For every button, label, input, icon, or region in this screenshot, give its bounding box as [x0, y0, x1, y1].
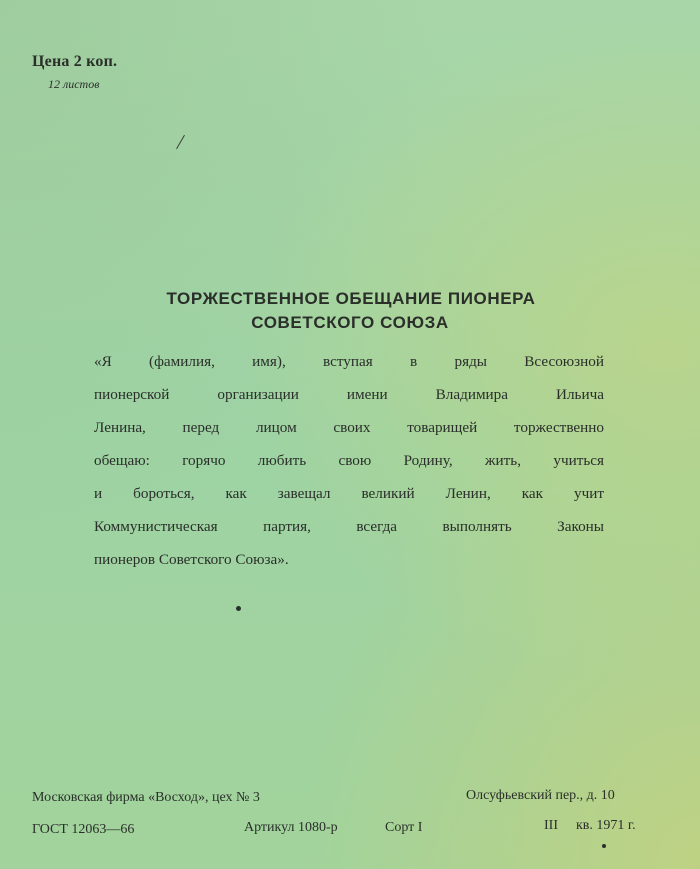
year-label: кв. 1971 г. — [576, 818, 636, 833]
promise-line-1: «Я (фамилия, имя), вступая в ряды Всесоюзной — [94, 353, 604, 370]
promise-line-6: Коммунистическая партия, всегда выполнять Законы — [94, 518, 604, 535]
promise-line-7: пионеров Советского Союза». — [94, 551, 289, 568]
page-title-line-1: ТОРЖЕСТВЕННОЕ ОБЕЩАНИЕ ПИОНЕРА — [166, 289, 536, 308]
promise-line-5: и бороться, как завещал великий Ленин, как учит — [94, 485, 604, 502]
sheet-count: 12 листов — [48, 77, 100, 91]
page-title-line-2: СОВЕТСКОГО СОЮЗА — [251, 313, 449, 332]
print-dot — [236, 606, 241, 611]
publisher-label: Московская фирма «Восход», цех № 3 — [32, 790, 260, 805]
address-label: Олсуфьевский пер., д. 10 — [466, 788, 615, 803]
grade-label: Сорт I — [385, 820, 423, 835]
article-label: Артикул 1080-р — [244, 820, 338, 835]
print-dot-2 — [602, 844, 606, 848]
promise-line-3: Ленина, перед лицом своих товарищей торжественно — [94, 419, 604, 436]
quarter-label: III — [544, 818, 558, 833]
promise-line-4: обещаю: горячо любить свою Родину, жить, учиться — [94, 452, 604, 469]
price-label: Цена 2 коп. — [32, 53, 118, 70]
pen-mark — [176, 135, 185, 149]
promise-line-2: пионерской организации имени Владимира Ильича — [94, 386, 604, 403]
gost-label: ГОСТ 12063—66 — [32, 822, 135, 837]
